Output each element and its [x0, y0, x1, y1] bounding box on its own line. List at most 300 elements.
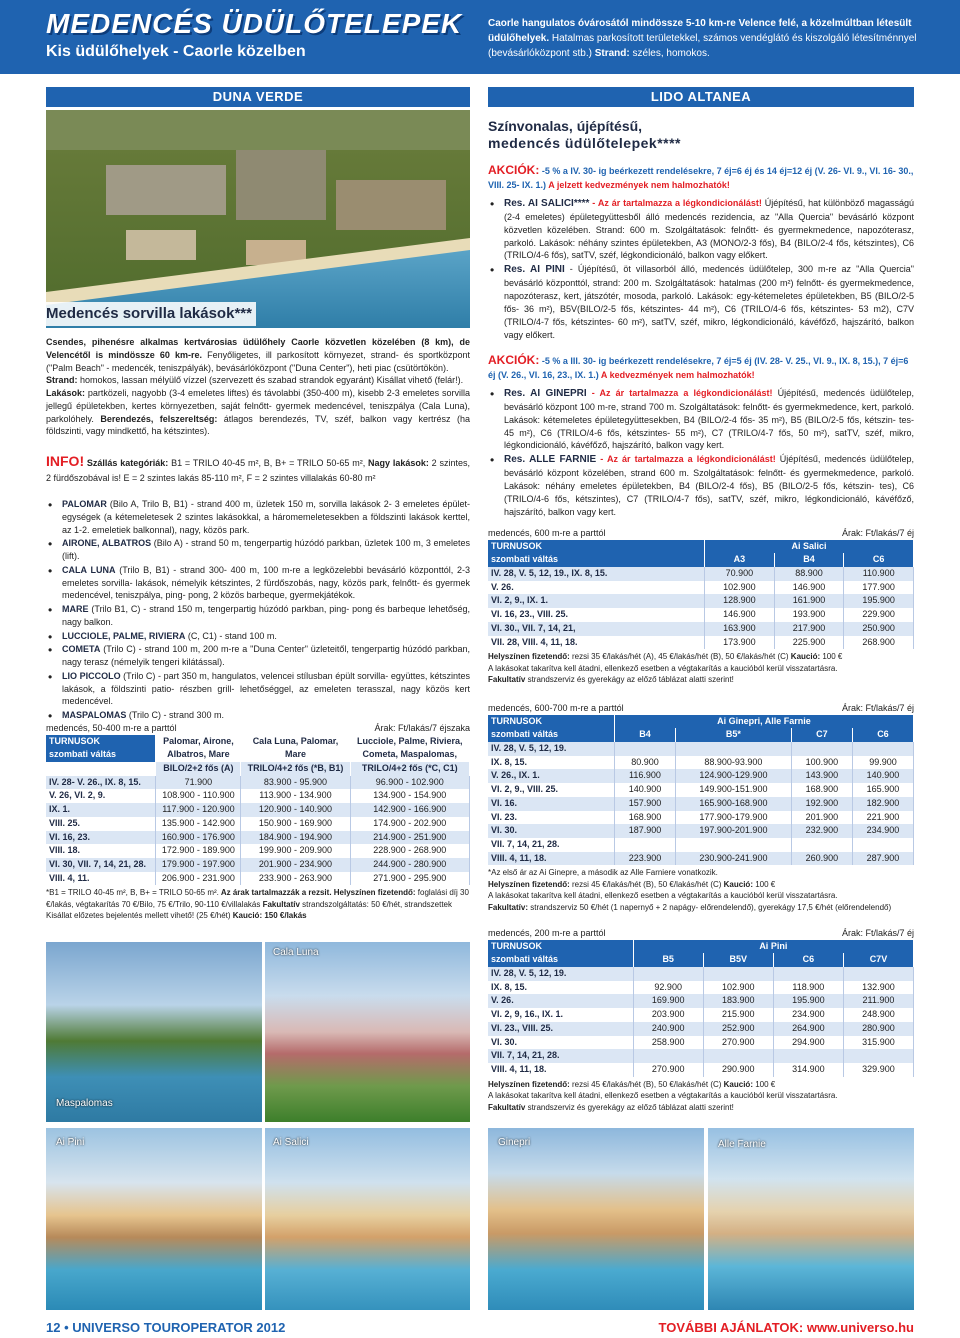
price-cell: 168.900 [791, 783, 852, 797]
row-period: VI. 30., VII. 7, 14, 21, [488, 622, 705, 636]
price-cell [791, 742, 852, 756]
price-cell: 271.900 - 295.900 [350, 872, 470, 886]
price-cell: 146.900 [705, 608, 775, 622]
row-period: V. 26. [488, 994, 633, 1008]
ginepri-price-block [488, 703, 914, 914]
t2-note-text-3: A lakásokat takarítva kell átadni, ellenkező esetben a végtakarítás a kaucióból kerül visszatartásra. [488, 891, 838, 901]
price-cell: 217.900 [774, 622, 844, 636]
berend-label: Berendezés, felszereltség: [100, 413, 218, 424]
hotel-text: (Trilo B1, C) - strand 150 m, tengerpartig húzódó parkban, ping- pong és barbeque lehetőség, nagy balkon. [62, 604, 470, 627]
subheading-line-1: Színvonalas, újépítésű, [488, 118, 643, 134]
price-cell [633, 967, 703, 981]
t1-note-text-2: 100 € [820, 652, 843, 662]
price-cell: 314.900 [773, 1063, 843, 1077]
hotel-text: (C, C1) - stand 100 m. [185, 630, 277, 641]
t3-note-label-1: Helyszínen fizetendő: [488, 1079, 570, 1089]
t2-note-text-0: *Az első ár az Ai Ginepre, a második az Alle Farniere vonatkozik. [488, 868, 718, 878]
residence-ac-note: - Az ár tartalmazza a légkondicionálást! [589, 198, 762, 208]
price-cell: 211.900 [843, 994, 913, 1008]
row-period: IV. 28, V. 5, 12, 19., IX. 8, 15. [488, 567, 705, 581]
price-cell: 201.900 - 234.900 [241, 858, 350, 872]
hotel-name: CALA LUNA [62, 564, 116, 575]
left-head-2-2: Mare [241, 748, 350, 762]
row-period: VI. 2, 9., IX. 1. [488, 594, 705, 608]
row-period: VII. 7, 14, 21, 28. [488, 1049, 633, 1063]
residence-text: - Újépítésű, öt villasorból álló, medencés üdülőtelep, 300 m-re az "Alla Quercia" bevásárló központtól, strand: 200 m. Szolgáltatások: hatalmas (200 m²) felnőtt- és gyermekmedence, napozóterasz, kert, játszótér, mosoda, parkoló. Lakások: egy-kétemeletes épületekben, B5 (BILO/2-5 fős- 36 m²), B5V(BILO/2-5 fős, kétszintes- 44 m²), C6 (TRILO/4-6 fős, kétszintes- 53 m2), C7V (TRILO/4-7 fős, kétszintes- 60 m²), satTV, széf, mikro, légkondicionáló, kávéfőző, hajszárító, balkon vagy előkert. [504, 264, 914, 340]
info-label-2: Nagy lakások: [365, 458, 429, 468]
price-cell: 248.900 [843, 1008, 913, 1022]
row-period: VI. 16, 23., VIII. 25. [488, 608, 705, 622]
t1-note-label-4: Fakultatív [488, 675, 526, 685]
t1-note-label-2: Kaució: [788, 652, 821, 662]
residence-text: Újépítésű, hat különböző magasságú (2-4 emeletes) épületegyüttesből álló medencés rezidencia, az "Alla Quercia" bevásárló központ közvetlen közelében. Strand: 600 m. Szolgáltatások: felnőtt- és gyermekmedence, napozóterasz, parkoló. Lakások: néhány szintes épületekben, A3 (MONO/2-3 fős), B4 (BILO/2-4 fős, kétszintes), C6 (TRILO/4-6 fős), satTV, széf, légkondicionáló, balkon vagy előkert. [504, 198, 914, 261]
residence-text: Újépítésű, medencés üdülőtelep, bevásárló központ 100 m-re, strand 700 m. Szolgáltatások: felnőtt- és gyermekmedence, kert, parkoló. Lakások: kétemeletes épületegyüttesekben, B4 (BILO/2-4 fős- 35 m²), B5 (BILO/2-5 fős, kétszin- tes- 45 m²), C6 (TRILO/4-6 fős, kétszintes- 55 m²), C7 (TRILO/4-7 fős, 50 m²), satTV, széf, mikro, légkondicionáló, kávéfőző, hajszárító, balkon vagy kert. [504, 388, 914, 451]
price-cell: 134.900 - 154.900 [350, 789, 470, 803]
price-cell: 315.900 [843, 1036, 913, 1050]
photo-ginepri [488, 1128, 704, 1310]
price-cell [614, 742, 675, 756]
row-period: VI. 16, 23. [46, 831, 156, 845]
label-alle-farnie: Alle Farnie [718, 1139, 766, 1150]
t1-head-2-0: szombati váltás [488, 553, 705, 567]
left-price-table [46, 735, 470, 886]
residence-text: Újépítésű, medencés üdülőtelep, bevásárló központ közelében, strand 600 m. Szolgáltatások: felnőtt- és gyermekmedence, parkoló. Lakások: néhány emeletes épületekben, B4 (BILO/2-4 fős), B5 (BILO/2-5 fős, kétszin- tes), C6 (TRILO/4-6 fős, kétszintes), C7 (TRILO/4-7 fős), satTV, széf, mikro, légkondicionáló, kávéfőző, hajszárító, balkon vagy kert. [504, 454, 914, 517]
residence-ac-note: - Az ár tartalmazza a légkondicionálást! [586, 388, 773, 398]
info-text-1: B1 = TRILO 40-45 m², B, B+ = TRILO 50-65 m², [168, 458, 366, 468]
label-cala-luna: Cala Luna [273, 947, 319, 958]
intro-bold: Caorle hangulatos óvárosától mindössze 5-10 km-re Velence felé, a közelmúltban létesült üdülőhelyek. [488, 18, 912, 44]
lido-subheading [488, 118, 681, 152]
t2-head-2-3: C7 [791, 728, 852, 742]
residence-item [488, 387, 914, 452]
lakasok-label: Lakások: [46, 388, 86, 399]
left-note-bold: Az árak tartalmazzák a rezsit. Helyszínen fizetendő: [218, 888, 416, 898]
left-head-row-2 [46, 748, 470, 762]
price-cell: 228.900 - 268.900 [350, 844, 470, 858]
price-cell: 99.900 [852, 756, 913, 770]
price-cell: 229.900 [844, 608, 914, 622]
t2-note-label-2: Kaució: [721, 879, 753, 889]
t1-head-2-1: A3 [705, 553, 775, 567]
price-cell: 172.900 - 189.900 [156, 844, 241, 858]
hotel-item [46, 603, 470, 629]
intro-strand-label: Strand: [591, 48, 630, 59]
page-subtitle: Kis üdülőhelyek - Caorle közelben [46, 43, 306, 60]
t3-head-2-2: B5V [703, 953, 773, 967]
price-cell: 142.900 - 166.900 [350, 803, 470, 817]
table-row [488, 742, 914, 756]
price-cell: 157.900 [614, 797, 675, 811]
t3-head-2-0: szombati váltás [488, 953, 633, 967]
row-period: IX. 8, 15. [488, 756, 614, 770]
table-row [46, 858, 470, 872]
t3-body [488, 967, 914, 1077]
price-cell: 214.900 - 251.900 [350, 831, 470, 845]
info-text-2: 2 szintes, 2 fürdőszobával is! E = 2 szintes lakás 85-110 m², F = 2 szintes villalakás 60-80 m² [46, 458, 470, 483]
price-cell [614, 838, 675, 852]
table-row [488, 1036, 914, 1050]
row-period: VI. 30, VII. 7, 14, 21, 28. [46, 858, 156, 872]
price-cell: 195.900 [773, 994, 843, 1008]
price-cell: 233.900 - 263.900 [241, 872, 350, 886]
row-period: VI. 2, 9, 16., IX. 1. [488, 1008, 633, 1022]
price-cell: 287.900 [852, 852, 913, 866]
hotel-item [46, 670, 470, 708]
table-row [488, 1049, 914, 1063]
price-cell: 161.900 [774, 594, 844, 608]
t2-table [488, 715, 914, 866]
price-cell: 264.900 [773, 1022, 843, 1036]
price-cell: 221.900 [852, 811, 913, 825]
row-period: VI. 30. [488, 1036, 633, 1050]
t3-note [488, 1079, 914, 1114]
hotel-text: (Trilo C) - part 350 m, hangulatos, velencei stílusban épült sorvilla- együttes, kétszintes lakások, a földszinti patio- részben grill- lehetőséggel, az emeleten terasszal, nagy közös kert medencével. [62, 670, 471, 707]
price-cell [843, 967, 913, 981]
residence-list-2 [488, 387, 914, 520]
price-cell: 120.900 - 140.900 [241, 803, 350, 817]
hotel-text: (Bilo A) - strand 50 m, tengerpartig húzódó parkban, üzletek 100 m, 3 emeletes (lift). [62, 538, 471, 562]
hotel-name: COMETA [62, 644, 101, 655]
subheading-line-2: medencés üdülőtelepek**** [488, 134, 682, 151]
price-cell: 234.900 [773, 1008, 843, 1022]
t3-head-row-2 [488, 953, 914, 967]
price-cell [773, 1049, 843, 1063]
price-cell: 160.900 - 176.900 [156, 831, 241, 845]
t2-note-label-4: Fakultatív: [488, 903, 529, 913]
t1-head-row-2 [488, 553, 914, 567]
price-cell: 206.900 - 231.900 [156, 872, 241, 886]
price-cell: 187.900 [614, 824, 675, 838]
price-cell [852, 838, 913, 852]
price-cell: 173.900 [705, 636, 775, 650]
left-table-body [46, 776, 470, 886]
t1-body [488, 567, 914, 649]
t1-table [488, 540, 914, 650]
price-cell: 92.900 [633, 981, 703, 995]
t2-note-label-1: Helyszínen fizetendő: [488, 879, 570, 889]
price-cell: 201.900 [791, 811, 852, 825]
table-row [488, 1022, 914, 1036]
row-period: V. 26., IX. 1. [488, 769, 614, 783]
price-cell: 80.900 [614, 756, 675, 770]
price-cell: 223.900 [614, 852, 675, 866]
hotel-item [46, 709, 470, 722]
label-ginepri: Ginepri [498, 1137, 531, 1148]
strand-label: Strand: [46, 375, 78, 386]
price-cell [675, 742, 791, 756]
t2-caption-right: Árak: Ft/lakás/7 éj [841, 703, 914, 713]
left-head-row-1 [46, 735, 470, 749]
price-cell: 88.900-93.900 [675, 756, 791, 770]
t1-note [488, 651, 914, 686]
row-period: IV. 28- V. 26., IX. 8, 15. [46, 776, 156, 790]
left-head-2-0: szombati váltás [46, 748, 156, 762]
price-cell: 143.900 [791, 769, 852, 783]
left-head-1-3: Lucciole, Palme, Riviera, [350, 735, 470, 749]
price-cell: 71.900 [156, 776, 241, 790]
photo-ai-pini [46, 1128, 262, 1310]
residence-ac-note: - Az ár tartalmazza a légkondicionálást! [596, 454, 776, 465]
price-cell: 149.900-151.900 [675, 783, 791, 797]
price-cell: 132.900 [843, 981, 913, 995]
price-cell: 96.900 - 102.900 [350, 776, 470, 790]
t2-note [488, 867, 914, 913]
row-period: VIII. 25. [46, 817, 156, 831]
t3-table [488, 940, 914, 1077]
price-cell [703, 1049, 773, 1063]
price-cell: 168.900 [614, 811, 675, 825]
left-note-rest-2: strandszolgáltatás: 50 €/hét, strandszettek Kisállat előzetes bejelentés mellett vihető! (25 €/hét) [46, 899, 453, 921]
ai-salici-price-block [488, 528, 914, 686]
t1-caption-left: medencés, 600 m-re a parttól [488, 528, 606, 538]
hotel-item [46, 498, 470, 536]
price-cell: 113.900 - 134.900 [241, 789, 350, 803]
t2-note-text-1: rezsi 45 €/lakás/hét (B), 50 €/lakás/hét (C) [569, 879, 722, 889]
table-row [488, 811, 914, 825]
row-period: IX. 8, 15. [488, 981, 633, 995]
residence-item [488, 263, 914, 341]
info-label: Szállás kategóriák: [84, 458, 169, 468]
price-cell: 174.900 - 202.900 [350, 817, 470, 831]
price-cell: 177.900-179.900 [675, 811, 791, 825]
t2-head-1-1: Ai Ginepri, Alle Farnie [614, 715, 913, 729]
hotel-name: PALOMAR [62, 499, 107, 509]
residence-list-1 [488, 197, 914, 342]
t3-head-1-1: Ai Pini [633, 940, 913, 954]
left-table-caption [46, 723, 470, 735]
hotel-name: LIO PICCOLO [62, 670, 121, 681]
intro-rest: Hatalmas parkosított területekkel, számos vendéglátó és kiszolgáló létesítménnyel (bevásárlóközpont stb.) [488, 33, 917, 59]
t2-head-2-1: B4 [614, 728, 675, 742]
price-cell: 260.900 [791, 852, 852, 866]
t3-note-text-3: A lakásokat takarítva kell átadni, ellenkező esetben a végtakarítás a kaucióból kerül visszatartásra. [488, 1091, 838, 1101]
label-ai-salici: Ai Salici [273, 1137, 309, 1148]
t3-caption-left: medencés, 200 m-re a parttól [488, 928, 606, 938]
price-cell: 234.900 [852, 824, 913, 838]
t1-head-1-1: Ai Salici [705, 540, 914, 554]
price-cell: 163.900 [705, 622, 775, 636]
table-row [488, 1063, 914, 1077]
t1-caption-right: Árak: Ft/lakás/7 éj [841, 528, 914, 538]
left-head-1-0: TURNUSOK [46, 735, 156, 749]
row-period: VI. 2, 9., VIII. 25. [488, 783, 614, 797]
price-cell [633, 1049, 703, 1063]
price-cell: 280.900 [843, 1022, 913, 1036]
hotel-item [46, 630, 470, 643]
t1-head-1-0: TURNUSOK [488, 540, 705, 554]
price-cell: 124.900-129.900 [675, 769, 791, 783]
table-row [488, 852, 914, 866]
left-note-1: *B1 = TRILO 40-45 m², B, B+ = TRILO 50-65 m². [46, 888, 219, 898]
table-row [488, 594, 914, 608]
price-cell: 215.900 [703, 1008, 773, 1022]
price-cell: 199.900 - 209.900 [241, 844, 350, 858]
price-cell: 70.900 [705, 567, 775, 581]
hotel-item [46, 537, 470, 563]
hotel-item [46, 564, 470, 602]
table-row [46, 789, 470, 803]
row-period: VIII. 4, 11. [46, 872, 156, 886]
price-cell: 102.900 [705, 581, 775, 595]
akcio-1 [488, 162, 914, 192]
price-cell: 244.900 - 280.900 [350, 858, 470, 872]
price-cell [852, 742, 913, 756]
table-row [46, 803, 470, 817]
table-row [488, 608, 914, 622]
header-intro [488, 16, 928, 61]
row-period: VIII. 18. [46, 844, 156, 858]
price-cell: 329.900 [843, 1063, 913, 1077]
hotel-text: (Trilo B, B1) - strand 300- 400 m, 100 m-re a legközelebbi bevásárló központtól, 2-3 emeletes sorvilla- lakások, némelyik kétszintes, 2 fürdőszobás, nagy, közös park, felnőtt- és gyermek medencével, teniszpálya, ping- pong, 2 közös barbeque, gyermekjátékok. [62, 564, 470, 601]
table-row [46, 844, 470, 858]
row-period: VI. 16. [488, 797, 614, 811]
intro-strand-value: széles, homokos. [629, 48, 710, 59]
page-header [0, 0, 960, 74]
price-cell: 230.900-241.900 [675, 852, 791, 866]
lido-altanea-band: LIDO ALTANEA [488, 87, 914, 107]
row-period: IX. 1. [46, 803, 156, 817]
footer-website-link[interactable]: TOVÁBBI AJÁNLATOK: www.universo.hu [658, 1320, 914, 1335]
residence-item [488, 197, 914, 262]
t1-head-row-1 [488, 540, 914, 554]
price-cell: 117.900 - 120.900 [156, 803, 241, 817]
page-title: MEDENCÉS ÜDÜLŐTELEPEK [46, 8, 463, 39]
t1-caption [488, 528, 914, 540]
price-cell: 169.900 [633, 994, 703, 1008]
akcio-2 [488, 352, 914, 382]
duna-verde-band: DUNA VERDE [46, 87, 470, 107]
price-cell: 270.900 [633, 1063, 703, 1077]
t1-head-2-2: B4 [774, 553, 844, 567]
left-head-1-2: Cala Luna, Palomar, [241, 735, 350, 749]
left-head-3-1: BILO/2+2 fős (A) [156, 762, 241, 776]
akcio-1-text: -5 % a IV. 30- ig beérkezett rendelésekre, 7 éj=6 éj és 14 éj=12 éj (V. 26- VI. 9., VI. 16- 30., VIII. 25- IX. 1.) [488, 166, 914, 191]
table-row [488, 838, 914, 852]
table-row [46, 776, 470, 790]
photo-alle-farnie [708, 1128, 914, 1310]
t3-head-2-1: B5 [633, 953, 703, 967]
t2-head-2-0: szombati váltás [488, 728, 614, 742]
lakasok-text: partközeli, nagyobb (3-4 emeletes liftes) és távolabbi (350-400 m), kisebb 2-3 emeletes sorvilla jellegű épületekben, kertes környezetben, saját felnőtt- gyermek medencével, teniszpálya (Cala Luna), parkolóhely. [46, 388, 470, 424]
residence-name: Res. AI PINI [504, 264, 565, 276]
price-cell: 179.900 - 197.900 [156, 858, 241, 872]
price-cell [791, 838, 852, 852]
t1-note-text-1: rezsi 35 €/lakás/hét (A), 45 €/lakás/hét (B), 50 €/lakás/hét (C) [569, 652, 789, 662]
t2-head-2-4: C6 [852, 728, 913, 742]
row-period: VII. 28, VIII. 4, 11, 18. [488, 636, 705, 650]
price-cell: 232.900 [791, 824, 852, 838]
table-row [488, 797, 914, 811]
row-period: VI. 23., VIII. 25. [488, 1022, 633, 1036]
ai-pini-price-block [488, 928, 914, 1113]
left-head-3-2: TRILO/4+2 fős (*B, B1) [241, 762, 350, 776]
table-row [488, 967, 914, 981]
price-cell: 240.900 [633, 1022, 703, 1036]
t3-note-text-2: 100 € [752, 1079, 776, 1089]
left-note-bold-3: Kaució: 150 €/lakás [230, 911, 307, 921]
info-word: INFO! [46, 453, 85, 469]
t3-note-label-4: Fakultatív [488, 1102, 526, 1112]
price-cell: 177.900 [844, 581, 914, 595]
price-cell: 88.900 [774, 567, 844, 581]
row-period: VIII. 4, 11, 18. [488, 1063, 633, 1077]
t3-head-2-4: C7V [843, 953, 913, 967]
price-cell: 102.900 [703, 981, 773, 995]
table-row [488, 994, 914, 1008]
price-cell [675, 838, 791, 852]
price-cell: 197.900-201.900 [675, 824, 791, 838]
t2-head-1-0: TURNUSOK [488, 715, 614, 729]
table-row [46, 831, 470, 845]
t2-caption [488, 703, 914, 715]
left-head-2-1: Albatros, Mare [156, 748, 241, 762]
berend-text: átlagos berendezés, TV, széf, balkon vagy kertrész (ha földszinti, vagy mindkettő, ha kétszintes). [46, 413, 470, 437]
t1-note-text-3: A lakásokat takarítva kell átadni, ellenkező esetben a végtakarítás a kaucióból kerül visszatartásra. [488, 663, 838, 673]
price-cell: 294.900 [773, 1036, 843, 1050]
hotel-text: (Trilo C) - strand 300 m. [126, 710, 225, 721]
price-cell: 250.900 [844, 622, 914, 636]
t3-head-2-3: C6 [773, 953, 843, 967]
residence-item [488, 453, 914, 518]
table-row [488, 756, 914, 770]
price-cell: 183.900 [703, 994, 773, 1008]
hotel-list [46, 498, 470, 723]
t1-head-2-3: C6 [844, 553, 914, 567]
left-head-row-3 [46, 762, 470, 776]
row-period: V. 26. [488, 581, 705, 595]
table-row [488, 1008, 914, 1022]
price-cell [703, 967, 773, 981]
price-cell: 135.900 - 142.900 [156, 817, 241, 831]
left-caption-right: Árak: Ft/lakás/7 éjszaka [374, 723, 470, 733]
hotel-item [46, 643, 470, 669]
price-cell: 193.900 [774, 608, 844, 622]
label-maspalomas: Maspalomas [56, 1098, 113, 1109]
t3-note-text-4: strandszerviz és gyerekágy az előző táblázat alatti szerint! [525, 1102, 734, 1112]
t2-note-text-2: 100 € [752, 879, 776, 889]
price-cell: 225.900 [774, 636, 844, 650]
t2-caption-left: medencés, 600-700 m-re a parttól [488, 703, 624, 713]
price-cell: 100.900 [791, 756, 852, 770]
price-cell: 203.900 [633, 1008, 703, 1022]
left-note-rest: foglalási díj 30 €/lakás, végtakarítás 70 €/Bilo, 75 €/Trilo, 90-110 €/villalakás [46, 888, 469, 909]
residence-name: Res. AI SALICI**** [504, 198, 590, 209]
table-row [488, 567, 914, 581]
t2-head-row-1 [488, 715, 914, 729]
left-table-note [46, 887, 470, 922]
t3-caption-right: Árak: Ft/lakás/7 éj [841, 928, 914, 938]
left-head-1-1: Palomar, Airone, [156, 735, 241, 749]
akcio-1-note: A jelzett kedvezmények nem halmozhatók! [546, 180, 730, 191]
t3-head-row-1 [488, 940, 914, 954]
row-period: IV. 28, V. 5, 12, 19. [488, 967, 633, 981]
table-row [488, 769, 914, 783]
residence-name: Res. ALLE FARNIE [504, 454, 597, 466]
akcio-2-word: AKCIÓK: [488, 353, 540, 367]
price-cell: 128.900 [705, 594, 775, 608]
t3-caption [488, 928, 914, 940]
photo-cala-luna [265, 942, 470, 1122]
left-head-3-3: TRILO/4+2 fős (*C, C1) [350, 762, 470, 776]
t3-note-label-2: Kaució: [721, 1079, 753, 1089]
left-caption-left: medencés, 50-400 m-re a parttól [46, 723, 177, 733]
price-cell: 150.900 - 169.900 [241, 817, 350, 831]
price-cell: 110.900 [844, 567, 914, 581]
hotel-text: (Trilo C) - strand 100 m, 200 m-re a "Duna Center" üzleteitől, tengerpartig húzódó parkban, nagy terasz (némelyik tengeri kilátással). [62, 644, 470, 668]
t1-note-label-1: Helyszínen fizetendő: [488, 652, 570, 662]
t3-head-1-0: TURNUSOK [488, 940, 633, 954]
t2-head-row-2 [488, 728, 914, 742]
